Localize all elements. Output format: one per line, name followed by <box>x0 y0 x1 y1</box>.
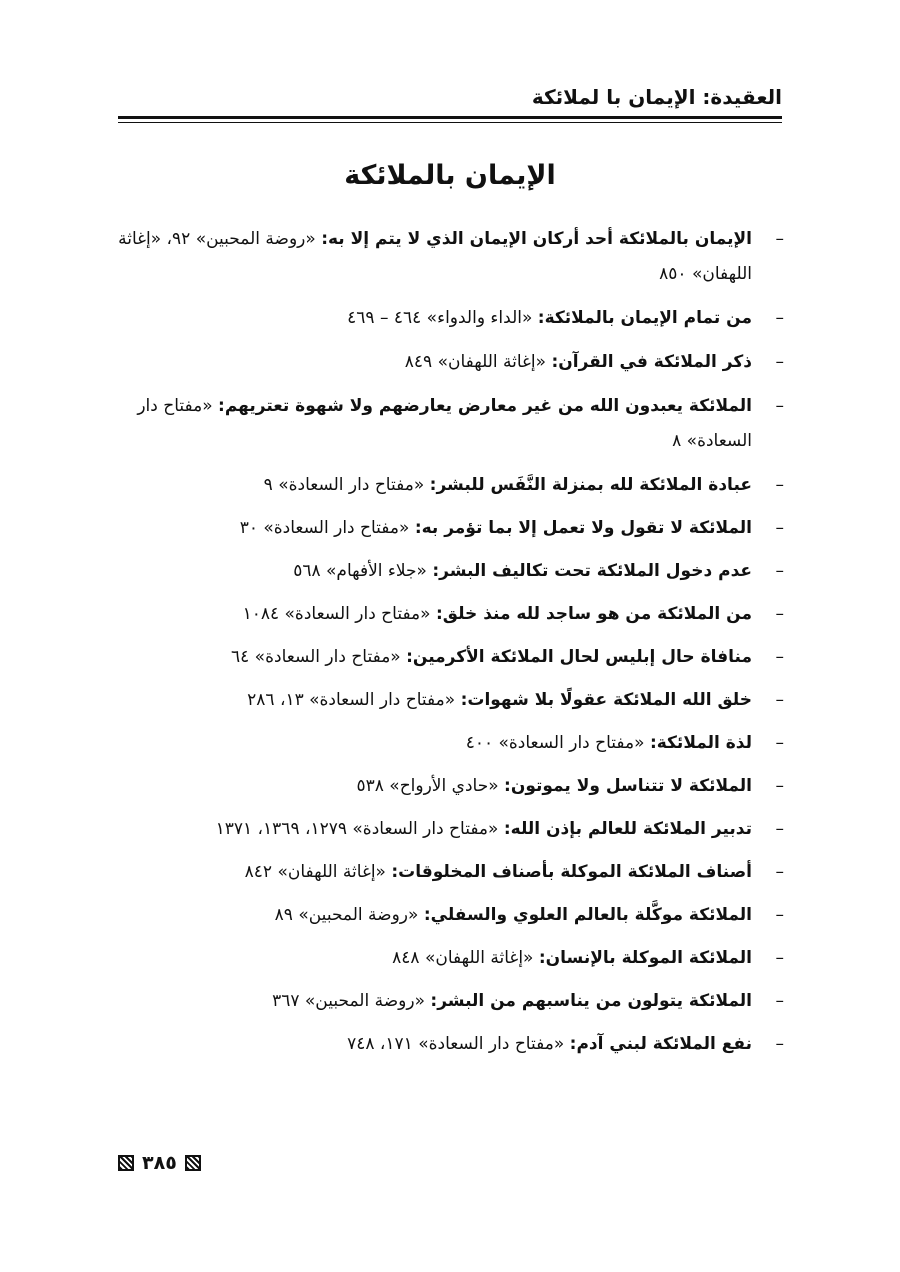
list-dash: – <box>775 308 784 328</box>
entry-source: «مفتاح دار السعادة» ١٠٨٤ <box>242 604 431 624</box>
list-item <box>116 1027 784 1062</box>
list-dash: – <box>775 396 784 416</box>
entry-source: «الداء والدواء» ٤٦٤ – ٤٦٩ <box>347 308 533 328</box>
entry-source: «إغاثة اللهفان» ٨٤٩ <box>404 352 547 372</box>
header-rule-thick <box>118 116 782 119</box>
entry-source: «مفتاح دار السعادة» ١٣، ٢٨٦ <box>247 690 456 710</box>
list-dash: – <box>775 819 784 839</box>
list-dash: – <box>775 776 784 796</box>
list-item <box>116 597 784 632</box>
entry-source: «جلاء الأفهام» ٥٦٨ <box>293 561 427 581</box>
entry-topic: منافاة حال إبليس لحال الملائكة الأكرمين: <box>406 647 752 667</box>
list-dash: – <box>775 475 784 495</box>
list-item <box>116 898 784 933</box>
entry-topic: الملائكة لا تتناسل ولا يموتون: <box>504 776 752 796</box>
page-footer <box>118 1152 201 1174</box>
list-dash: – <box>775 352 784 372</box>
entry-source: «مفتاح دار السعادة» ٤٠٠ <box>465 733 645 753</box>
entry-topic: الملائكة لا تقول ولا تعمل إلا بما تؤمر به: <box>414 518 752 538</box>
entry-topic: الملائكة يتولون من يناسبهم من البشر: <box>430 991 752 1011</box>
list-dash: – <box>775 1034 784 1054</box>
running-header <box>118 82 782 123</box>
entry-source: «روضة المحبين» ٣٦٧ <box>272 991 425 1011</box>
ornament-icon <box>118 1155 134 1171</box>
list-item <box>116 222 784 292</box>
entry-topic: الإيمان بالملائكة أحد أركان الإيمان الذي لا يتم إلا به: <box>321 229 752 249</box>
entry-topic: نفع الملائكة لبني آدم: <box>569 1034 752 1054</box>
list-item <box>116 345 784 380</box>
entry-topic: تدبير الملائكة للعالم بإذن الله: <box>503 819 752 839</box>
entry-topic: من الملائكة من هو ساجد لله منذ خلق: <box>435 604 752 624</box>
entry-source: «روضة المحبين» ٩٢، «إغاثة اللهفان» ٨٥٠ <box>118 229 752 284</box>
list-item <box>116 554 784 589</box>
list-item <box>116 640 784 675</box>
entry-source: «إغاثة اللهفان» ٨٤٢ <box>244 862 386 882</box>
list-item <box>116 941 784 976</box>
list-dash: – <box>775 991 784 1011</box>
entry-topic: أصناف الملائكة الموكلة بأصناف المخلوقات: <box>391 862 752 882</box>
ornament-icon <box>185 1155 201 1171</box>
list-dash: – <box>775 229 784 249</box>
entry-topic: لذة الملائكة: <box>649 733 752 753</box>
entry-source: «مفتاح دار السعادة» ١٢٧٩، ١٣٦٩، ١٣٧١ <box>215 819 499 839</box>
list-item <box>116 769 784 804</box>
entry-topic: الملائكة يعبدون الله من غير معارض يعارضهم ولا شهوة تعتريهم: <box>218 396 752 416</box>
list-item <box>116 984 784 1019</box>
entry-source: «روضة المحبين» ٨٩ <box>274 905 419 925</box>
entry-list <box>116 222 784 1070</box>
list-item <box>116 511 784 546</box>
entry-topic: ذكر الملائكة في القرآن: <box>551 352 752 372</box>
entry-topic: من تمام الإيمان بالملائكة: <box>537 308 752 328</box>
entry-topic: عبادة الملائكة لله بمنزلة النَّفَس للبشر: <box>429 475 752 495</box>
list-dash: – <box>775 561 784 581</box>
entry-source: «مفتاح دار السعادة» ١٧١، ٧٤٨ <box>347 1034 565 1054</box>
list-item <box>116 855 784 890</box>
list-item <box>116 389 784 459</box>
list-item <box>116 812 784 847</box>
list-dash: – <box>775 604 784 624</box>
list-item <box>116 468 784 503</box>
entry-topic: عدم دخول الملائكة تحت تكاليف البشر: <box>432 561 752 581</box>
list-dash: – <box>775 518 784 538</box>
page-title: الإيمان بالملائكة <box>344 160 556 191</box>
list-dash: – <box>775 690 784 710</box>
running-header-title: العقيدة: الإيمان با لملائكة <box>531 85 782 109</box>
list-item <box>116 726 784 761</box>
list-dash: – <box>775 905 784 925</box>
list-dash: – <box>775 647 784 667</box>
entry-source: «مفتاح دار السعادة» ٦٤ <box>231 647 401 667</box>
entry-source: «مفتاح دار السعادة» ٨ <box>137 396 752 451</box>
page-number: ٣٨٥ <box>142 1152 177 1174</box>
list-item <box>116 301 784 336</box>
entry-source: «مفتاح دار السعادة» ٩ <box>263 475 425 495</box>
entry-source: «إغاثة اللهفان» ٨٤٨ <box>392 948 534 968</box>
entry-topic: خلق الله الملائكة عقولًا بلا شهوات: <box>460 690 752 710</box>
entry-source: «مفتاح دار السعادة» ٣٠ <box>239 518 410 538</box>
entry-source: «حادي الأرواح» ٥٣٨ <box>356 776 499 796</box>
entry-topic: الملائكة موكَّلة بالعالم العلوي والسفلي: <box>423 905 752 925</box>
list-dash: – <box>775 862 784 882</box>
header-rule-thin <box>118 122 782 123</box>
list-dash: – <box>775 948 784 968</box>
entry-topic: الملائكة الموكلة بالإنسان: <box>538 948 752 968</box>
list-item <box>116 683 784 718</box>
list-dash: – <box>775 733 784 753</box>
